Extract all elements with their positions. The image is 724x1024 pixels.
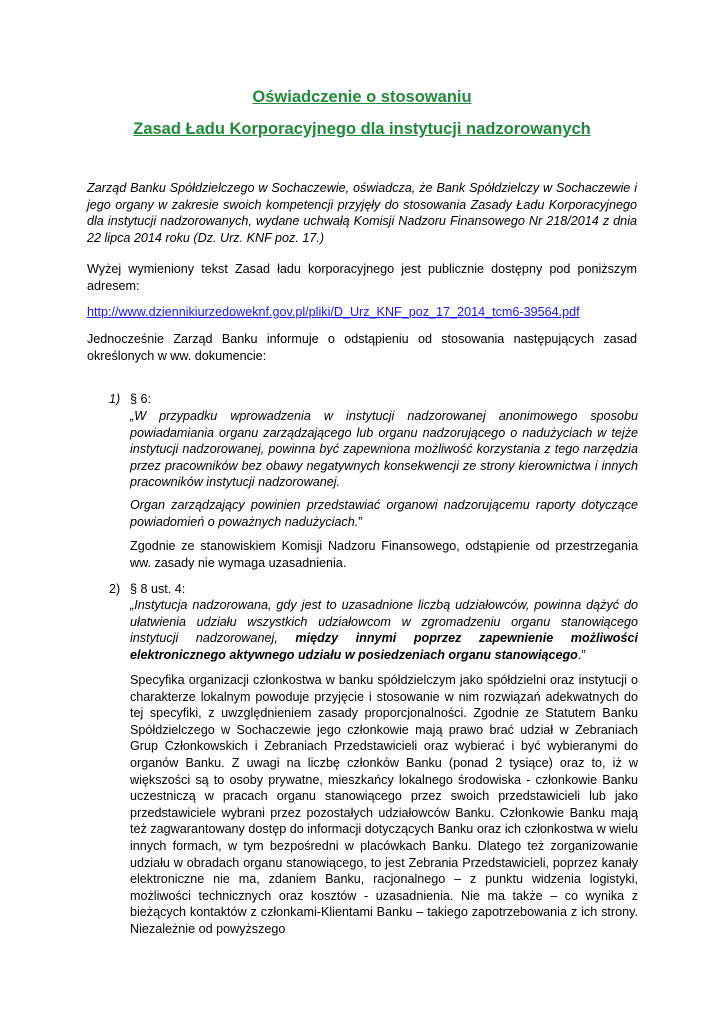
item-1-section: § 6:	[130, 392, 152, 406]
item-1-quote-paragraph-1: „W przypadku wprowadzenia w instytucji nadzorowanej anonimowego sposobu powiadamiania organu zarządzającego lub organu nadzorującego o nadużyciach w tejże instytucji nadzorowanej, powinna być zapewniona możliwość korzystania z tego narzędzia przez pracowników bez obawy negatywnych konsekwencji ze strony kierownictwa i innych pracowników instytucji nadzorowanej.	[130, 409, 638, 490]
document-subtitle: Zasad Ładu Korporacyjnego dla instytucji nadzorowanych	[133, 120, 591, 138]
item-1-quote-text-2: Organ zarządzający powinien przedstawiać organowi nadzorującemu raporty dotyczące powiadomień o poważnych nadużyciach.	[130, 498, 638, 529]
item-2-comment: Specyfika organizacji członkostwa w banku spółdzielczym jako spółdzielni oraz instytucji o charakterze lokalnym powoduje przyjęcie i stosowanie w nim rozwiązań adekwatnych do tej specyfiki, z uwzględnieniem zasady proporcjonalności. Zgodnie ze Statutem Banku Spółdzielczego w Sochaczewie jego członkowie mają prawo brać udział w Zebraniach Grup Członkowskich i Zebraniach Przedstawicieli oraz wybierać i być wybieranymi do organów Banku. Z uwagi na liczbę członków Banku (ponad 2 tysiące) oraz to, iż w większości są to osoby prywatne, mieszkańcy lokalnego środowiska - członkowie Banku uczestniczą w pracach organu stanowiącego przez swoich przedstawicieli lub jako przedstawiciele wybrani przez pozostałych udziałowców Banku. Członkowie Banku mają też zagwarantowany dostęp do informacji dotyczących Banku oraz ich członkostwa w wielu innych formach, w tym bezpośredni w placówkach Banku. Dlatego też zorganizowanie udziału w obradach organu stanowiącego, to jest Zebrania Przedstawicieli, poprzez kanały elektroniczne nie ma, zdaniem Banku, racjonalnego – z punktu widzenia logistyki, możliwości technicznych oraz kosztów - uzasadnienia. Nie ma także – co wynika z bieżących kontaktów z członkami-Klientami Banku – takiego zapotrzebowania z ich strony. Niezależnie od powyższego	[130, 673, 638, 936]
deviation-intro-paragraph: Jednocześnie Zarząd Banku informuje o odstąpieniu od stosowania następujących zasad określonych w ww. dokumencie:	[87, 332, 637, 363]
intro-paragraph: Zarząd Banku Spółdzielczego w Sochaczewie, oświadcza, że Bank Spółdzielczy w Sochaczewie i jego organy w zakresie swoich kompetencji przyjęły do stosowania Zasady Ładu Korporacyjnego dla instytucji nadzorowanych, wydane uchwałą Komisji Nadzoru Finansowego Nr 218/2014 z dnia 22 lipca 2014 roku (Dz. Urz. KNF poz. 17.)	[87, 181, 637, 245]
item-2-number: 2)	[109, 582, 121, 596]
document-title: Oświadczenie o stosowaniu	[252, 88, 472, 106]
item-2-quote-bold-text: między innymi poprzez zapewnienie możliwości elektronicznego aktywnego udziału w posiedzeniach organu stanowiącego	[130, 631, 638, 662]
item-1-quote-paragraph-2	[130, 497, 638, 530]
knf-document-link-line	[87, 304, 647, 321]
knf-document-link[interactable]: http://www.dziennikiurzedoweknf.gov.pl/pliki/D_Urz_KNF_poz_17_2014_tcm6-39564.pdf	[87, 305, 580, 319]
item-2-quote	[130, 597, 638, 663]
item-1-quote-close: ”	[358, 514, 363, 529]
public-availability-paragraph: Wyżej wymieniony tekst Zasad ładu korporacyjnego jest publicznie dostępny pod poniższym adresem:	[87, 262, 637, 293]
item-2-quote-text: „Instytucja nadzorowana, gdy jest to uzasadnione liczbą udziałowców, powinna dążyć do ułatwienia udziału wszystkich udziałowcom w zgromadzeniu organu stanowiącego instytucji nadzorowanej,	[130, 598, 638, 646]
item-2-quote-end: .”	[577, 647, 586, 662]
item-1-comment: Zgodnie ze stanowiskiem Komisji Nadzoru Finansowego, odstąpienie od przestrzegania ww. zasady nie wymaga uzasadnienia.	[130, 539, 638, 570]
item-2-section: § 8 ust. 4:	[130, 582, 186, 596]
item-1-number: 1)	[109, 392, 121, 406]
